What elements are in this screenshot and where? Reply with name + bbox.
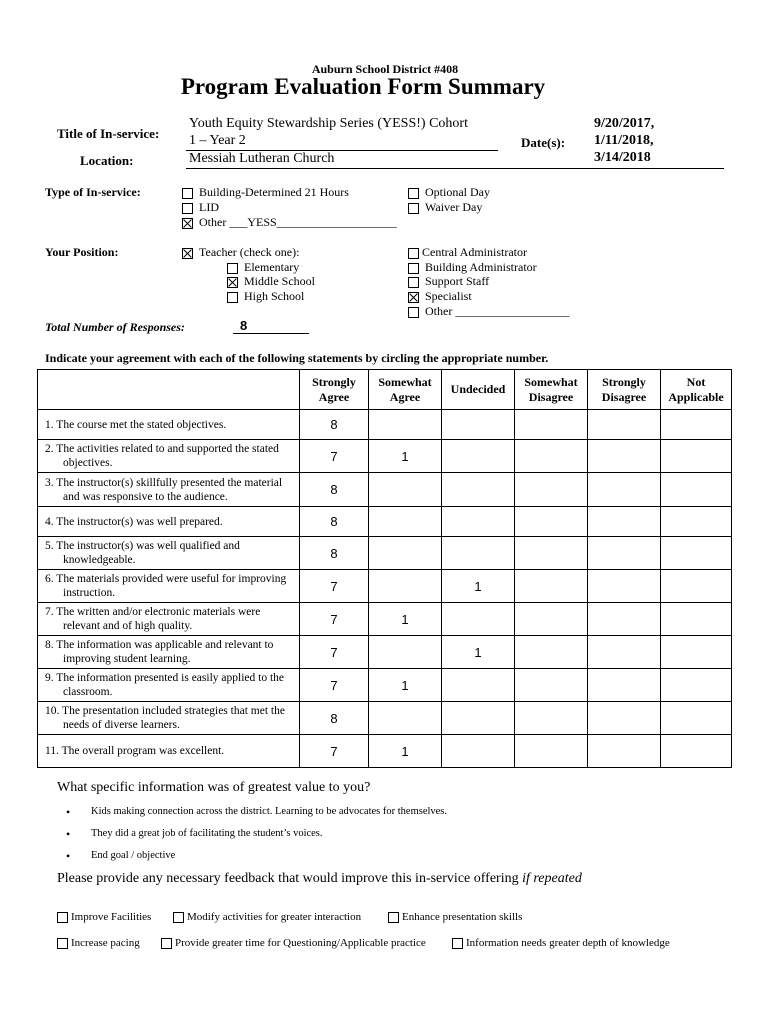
rating-cell <box>442 507 515 537</box>
list-item: • They did a great job of facilitating the student’s voices. <box>66 823 447 845</box>
feedback-enhance-presentation[interactable] <box>388 911 522 923</box>
feedback-increase-pacing[interactable] <box>57 937 140 949</box>
option-optional-day[interactable] <box>408 185 490 199</box>
rating-cell <box>369 507 442 537</box>
statement-text: 1. The course met the stated objectives. <box>45 418 227 431</box>
rating-cell <box>515 669 588 702</box>
list-item: • Kids making connection across the district. Learning to be advocates for themselves. <box>66 801 447 823</box>
table-row <box>38 410 732 440</box>
value-answers-list <box>66 801 447 867</box>
header-statement <box>38 370 300 410</box>
rating-cell: 7 <box>300 440 369 473</box>
checkbox-improve-facilities[interactable] <box>57 912 68 923</box>
option-label: Elementary <box>244 260 300 274</box>
option-label: Building Administrator <box>425 260 537 274</box>
statement-cell <box>38 603 300 636</box>
statement-cell <box>38 702 300 735</box>
statement-text: 7. The written and/or electronic materials were relevant and of high quality. <box>45 606 261 632</box>
statement-text: 9. The information presented is easily applied to the classroom. <box>45 672 284 698</box>
rating-cell: 7 <box>300 570 369 603</box>
option-support-staff[interactable] <box>408 274 489 288</box>
checkbox-elementary[interactable] <box>227 263 238 274</box>
rating-cell <box>588 410 661 440</box>
option-label: Provide greater time for Questioning/Applicable practice <box>175 937 426 949</box>
option-label: Increase pacing <box>71 937 140 949</box>
header-undecided: Undecided <box>442 370 515 410</box>
checkbox-high-school[interactable] <box>227 292 238 303</box>
rating-cell <box>515 735 588 768</box>
option-label: Middle School <box>244 274 315 288</box>
rating-cell: 8 <box>300 507 369 537</box>
rating-cell <box>442 473 515 507</box>
rating-cell <box>515 440 588 473</box>
statement-cell <box>38 537 300 570</box>
rating-cell <box>442 537 515 570</box>
checkbox-building-determined[interactable] <box>182 188 193 199</box>
rating-cell <box>515 636 588 669</box>
rating-cell: 8 <box>300 473 369 507</box>
statement-text: 10. The presentation included strategies that met the needs of diverse learners. <box>45 705 285 731</box>
value-question: What specific information was of greatest value to you? <box>57 780 371 795</box>
rating-cell <box>442 410 515 440</box>
rating-cell: 7 <box>300 603 369 636</box>
rating-cell <box>588 570 661 603</box>
responses-underline <box>233 333 309 334</box>
page-title: Program Evaluation Form Summary <box>180 74 546 99</box>
rating-cell <box>442 669 515 702</box>
rating-cell <box>661 440 732 473</box>
rating-cell <box>369 410 442 440</box>
rating-cell <box>515 537 588 570</box>
checkbox-teacher[interactable] <box>182 248 193 259</box>
option-central-admin[interactable] <box>408 245 527 259</box>
option-label: Specialist <box>425 289 472 303</box>
rating-cell: 1 <box>369 735 442 768</box>
checkbox-optional-day[interactable] <box>408 188 419 199</box>
title-label: Title of In-service: <box>57 126 160 141</box>
checkbox-waiver-day[interactable] <box>408 203 419 214</box>
responses-label: Total Number of Responses: <box>45 320 185 334</box>
checkbox-other[interactable] <box>182 218 193 229</box>
feedback-greater-time[interactable] <box>161 937 426 949</box>
rating-cell <box>442 735 515 768</box>
checkbox-support-staff[interactable] <box>408 277 419 288</box>
rating-cell <box>588 537 661 570</box>
table-row <box>38 440 732 473</box>
statement-cell <box>38 410 300 440</box>
option-label: Building-Determined 21 Hours <box>199 185 349 199</box>
option-middle-school[interactable] <box>227 274 315 288</box>
option-label: LID <box>199 200 219 214</box>
option-elementary[interactable] <box>227 260 299 274</box>
statement-cell <box>38 507 300 537</box>
table-row <box>38 669 732 702</box>
location-underline <box>186 168 724 169</box>
rating-cell: 1 <box>442 636 515 669</box>
position-label: Your Position: <box>45 245 119 259</box>
rating-table <box>37 369 732 768</box>
rating-cell <box>369 473 442 507</box>
rating-cell <box>442 440 515 473</box>
table-row <box>38 537 732 570</box>
inservice-type-label: Type of In-service: <box>45 185 141 199</box>
rating-cell <box>661 702 732 735</box>
header-not-applicable: Not Applicable <box>661 370 732 410</box>
header-somewhat-disagree: Somewhat Disagree <box>515 370 588 410</box>
statement-text: 3. The instructor(s) skillfully presented the material and was responsive to the audience. <box>45 476 283 503</box>
checkbox-middle-school[interactable] <box>227 277 238 288</box>
checkbox-building-admin[interactable] <box>408 263 419 274</box>
checkbox-central-admin[interactable] <box>408 248 419 259</box>
rating-cell <box>588 636 661 669</box>
header-strongly-disagree: Strongly Disagree <box>588 370 661 410</box>
option-label: Improve Facilities <box>71 911 152 923</box>
rating-cell: 8 <box>300 702 369 735</box>
option-label: Central Administrator <box>422 245 527 259</box>
table-row <box>38 473 732 507</box>
statement-text: 4. The instructor(s) was well prepared. <box>45 515 223 528</box>
title-value-line2: 1 – Year 2 <box>189 133 246 148</box>
rating-cell <box>661 669 732 702</box>
statement-cell <box>38 473 300 507</box>
rating-cell <box>369 537 442 570</box>
rating-cell <box>515 702 588 735</box>
statement-cell <box>38 669 300 702</box>
rating-cell: 1 <box>442 570 515 603</box>
rating-cell <box>369 570 442 603</box>
option-waiver-day[interactable] <box>408 200 482 214</box>
rating-cell <box>588 440 661 473</box>
option-building-determined[interactable] <box>182 185 349 199</box>
rating-cell <box>661 735 732 768</box>
checkbox-lid[interactable] <box>182 203 193 214</box>
instruction-text: Indicate your agreement with each of the following statements by circling the appropriate number. <box>45 351 549 365</box>
list-item: • End goal / objective <box>66 845 447 867</box>
rating-cell: 7 <box>300 636 369 669</box>
rating-cell <box>515 603 588 636</box>
table-row <box>38 702 732 735</box>
feedback-greater-depth[interactable] <box>452 937 670 949</box>
option-label: High School <box>244 289 305 303</box>
feedback-improve-facilities[interactable] <box>57 911 151 923</box>
rating-cell <box>369 702 442 735</box>
checkbox-greater-depth[interactable] <box>452 938 463 949</box>
statement-text: 8. The information was applicable and relevant to improving student learning. <box>45 639 274 665</box>
option-label: Support Staff <box>425 274 490 288</box>
rating-cell <box>661 636 732 669</box>
checkbox-modify-activities[interactable] <box>173 912 184 923</box>
option-label: Modify activities for greater interaction <box>187 911 362 923</box>
rating-cell: 7 <box>300 735 369 768</box>
statement-cell <box>38 570 300 603</box>
option-label: Optional Day <box>425 185 490 199</box>
table-header-row <box>38 370 732 410</box>
title-value-line1: Youth Equity Stewardship Series (YESS!) Cohort <box>189 116 468 131</box>
table-row <box>38 636 732 669</box>
district-name: Auburn School District #408 <box>311 62 459 76</box>
rating-cell <box>588 507 661 537</box>
location-value: Messiah Lutheran Church <box>189 151 335 166</box>
header-strongly-agree: Strongly Agree <box>300 370 369 410</box>
option-label: Waiver Day <box>425 200 483 214</box>
option-label: Other ___YESS____________________ <box>199 215 397 229</box>
statement-text: 11. The overall program was excellent. <box>45 745 225 757</box>
option-specialist[interactable] <box>408 289 472 303</box>
rating-cell <box>515 570 588 603</box>
feedback-modify-activities[interactable] <box>173 911 361 923</box>
checkbox-specialist[interactable] <box>408 292 419 303</box>
option-lid[interactable] <box>182 200 219 214</box>
responses-value: 8 <box>240 318 248 333</box>
option-label: Enhance presentation skills <box>402 911 523 923</box>
feedback-prompt-emphasis: if repeated <box>522 871 582 886</box>
rating-cell <box>588 603 661 636</box>
option-label: Other ___________________ <box>425 304 570 318</box>
checkbox-increase-pacing[interactable] <box>57 938 68 949</box>
statement-cell <box>38 636 300 669</box>
option-position-other[interactable] <box>408 304 569 318</box>
rating-cell <box>661 537 732 570</box>
rating-cell <box>588 702 661 735</box>
rating-cell <box>661 473 732 507</box>
statement-text: 5. The instructor(s) was well qualified and knowledgeable. <box>45 540 240 566</box>
rating-cell <box>515 410 588 440</box>
option-label: Information needs greater depth of knowledge <box>466 937 670 949</box>
option-high-school[interactable] <box>227 289 304 303</box>
dates-label: Date(s): <box>521 135 566 150</box>
table-row <box>38 507 732 537</box>
rating-cell <box>661 410 732 440</box>
date-3: 3/14/2018 <box>594 150 651 165</box>
rating-cell: 1 <box>369 440 442 473</box>
rating-cell <box>588 735 661 768</box>
option-building-admin[interactable] <box>408 260 537 274</box>
checkbox-position-other[interactable] <box>408 307 419 318</box>
rating-cell <box>442 603 515 636</box>
rating-cell <box>661 603 732 636</box>
table-row <box>38 603 732 636</box>
rating-cell: 8 <box>300 410 369 440</box>
rating-cell <box>661 570 732 603</box>
date-2: 1/11/2018, <box>594 133 654 148</box>
statement-text: 6. The materials provided were useful for improving instruction. <box>45 573 287 599</box>
rating-cell <box>369 636 442 669</box>
option-other[interactable] <box>182 215 397 229</box>
statement-cell <box>38 440 300 473</box>
option-label: Teacher (check one): <box>199 245 300 259</box>
rating-cell: 1 <box>369 669 442 702</box>
rating-cell <box>588 669 661 702</box>
location-label: Location: <box>80 153 134 168</box>
table-row <box>38 570 732 603</box>
feedback-prompt <box>57 871 582 887</box>
option-teacher[interactable] <box>182 245 299 259</box>
header-somewhat-agree: Somewhat Agree <box>369 370 442 410</box>
rating-cell <box>661 507 732 537</box>
checkbox-greater-time[interactable] <box>161 938 172 949</box>
checkbox-enhance-presentation[interactable] <box>388 912 399 923</box>
date-1: 9/20/2017, <box>594 116 655 131</box>
rating-cell <box>515 507 588 537</box>
rating-cell: 1 <box>369 603 442 636</box>
table-row <box>38 735 732 768</box>
rating-cell: 7 <box>300 669 369 702</box>
statement-cell <box>38 735 300 768</box>
rating-cell <box>442 702 515 735</box>
rating-cell: 8 <box>300 537 369 570</box>
rating-cell <box>515 473 588 507</box>
statement-text: 2. The activities related to and supported the stated objectives. <box>45 443 279 469</box>
feedback-prompt-text: Please provide any necessary feedback that would improve this in-service offering <box>57 871 519 886</box>
rating-cell <box>588 473 661 507</box>
